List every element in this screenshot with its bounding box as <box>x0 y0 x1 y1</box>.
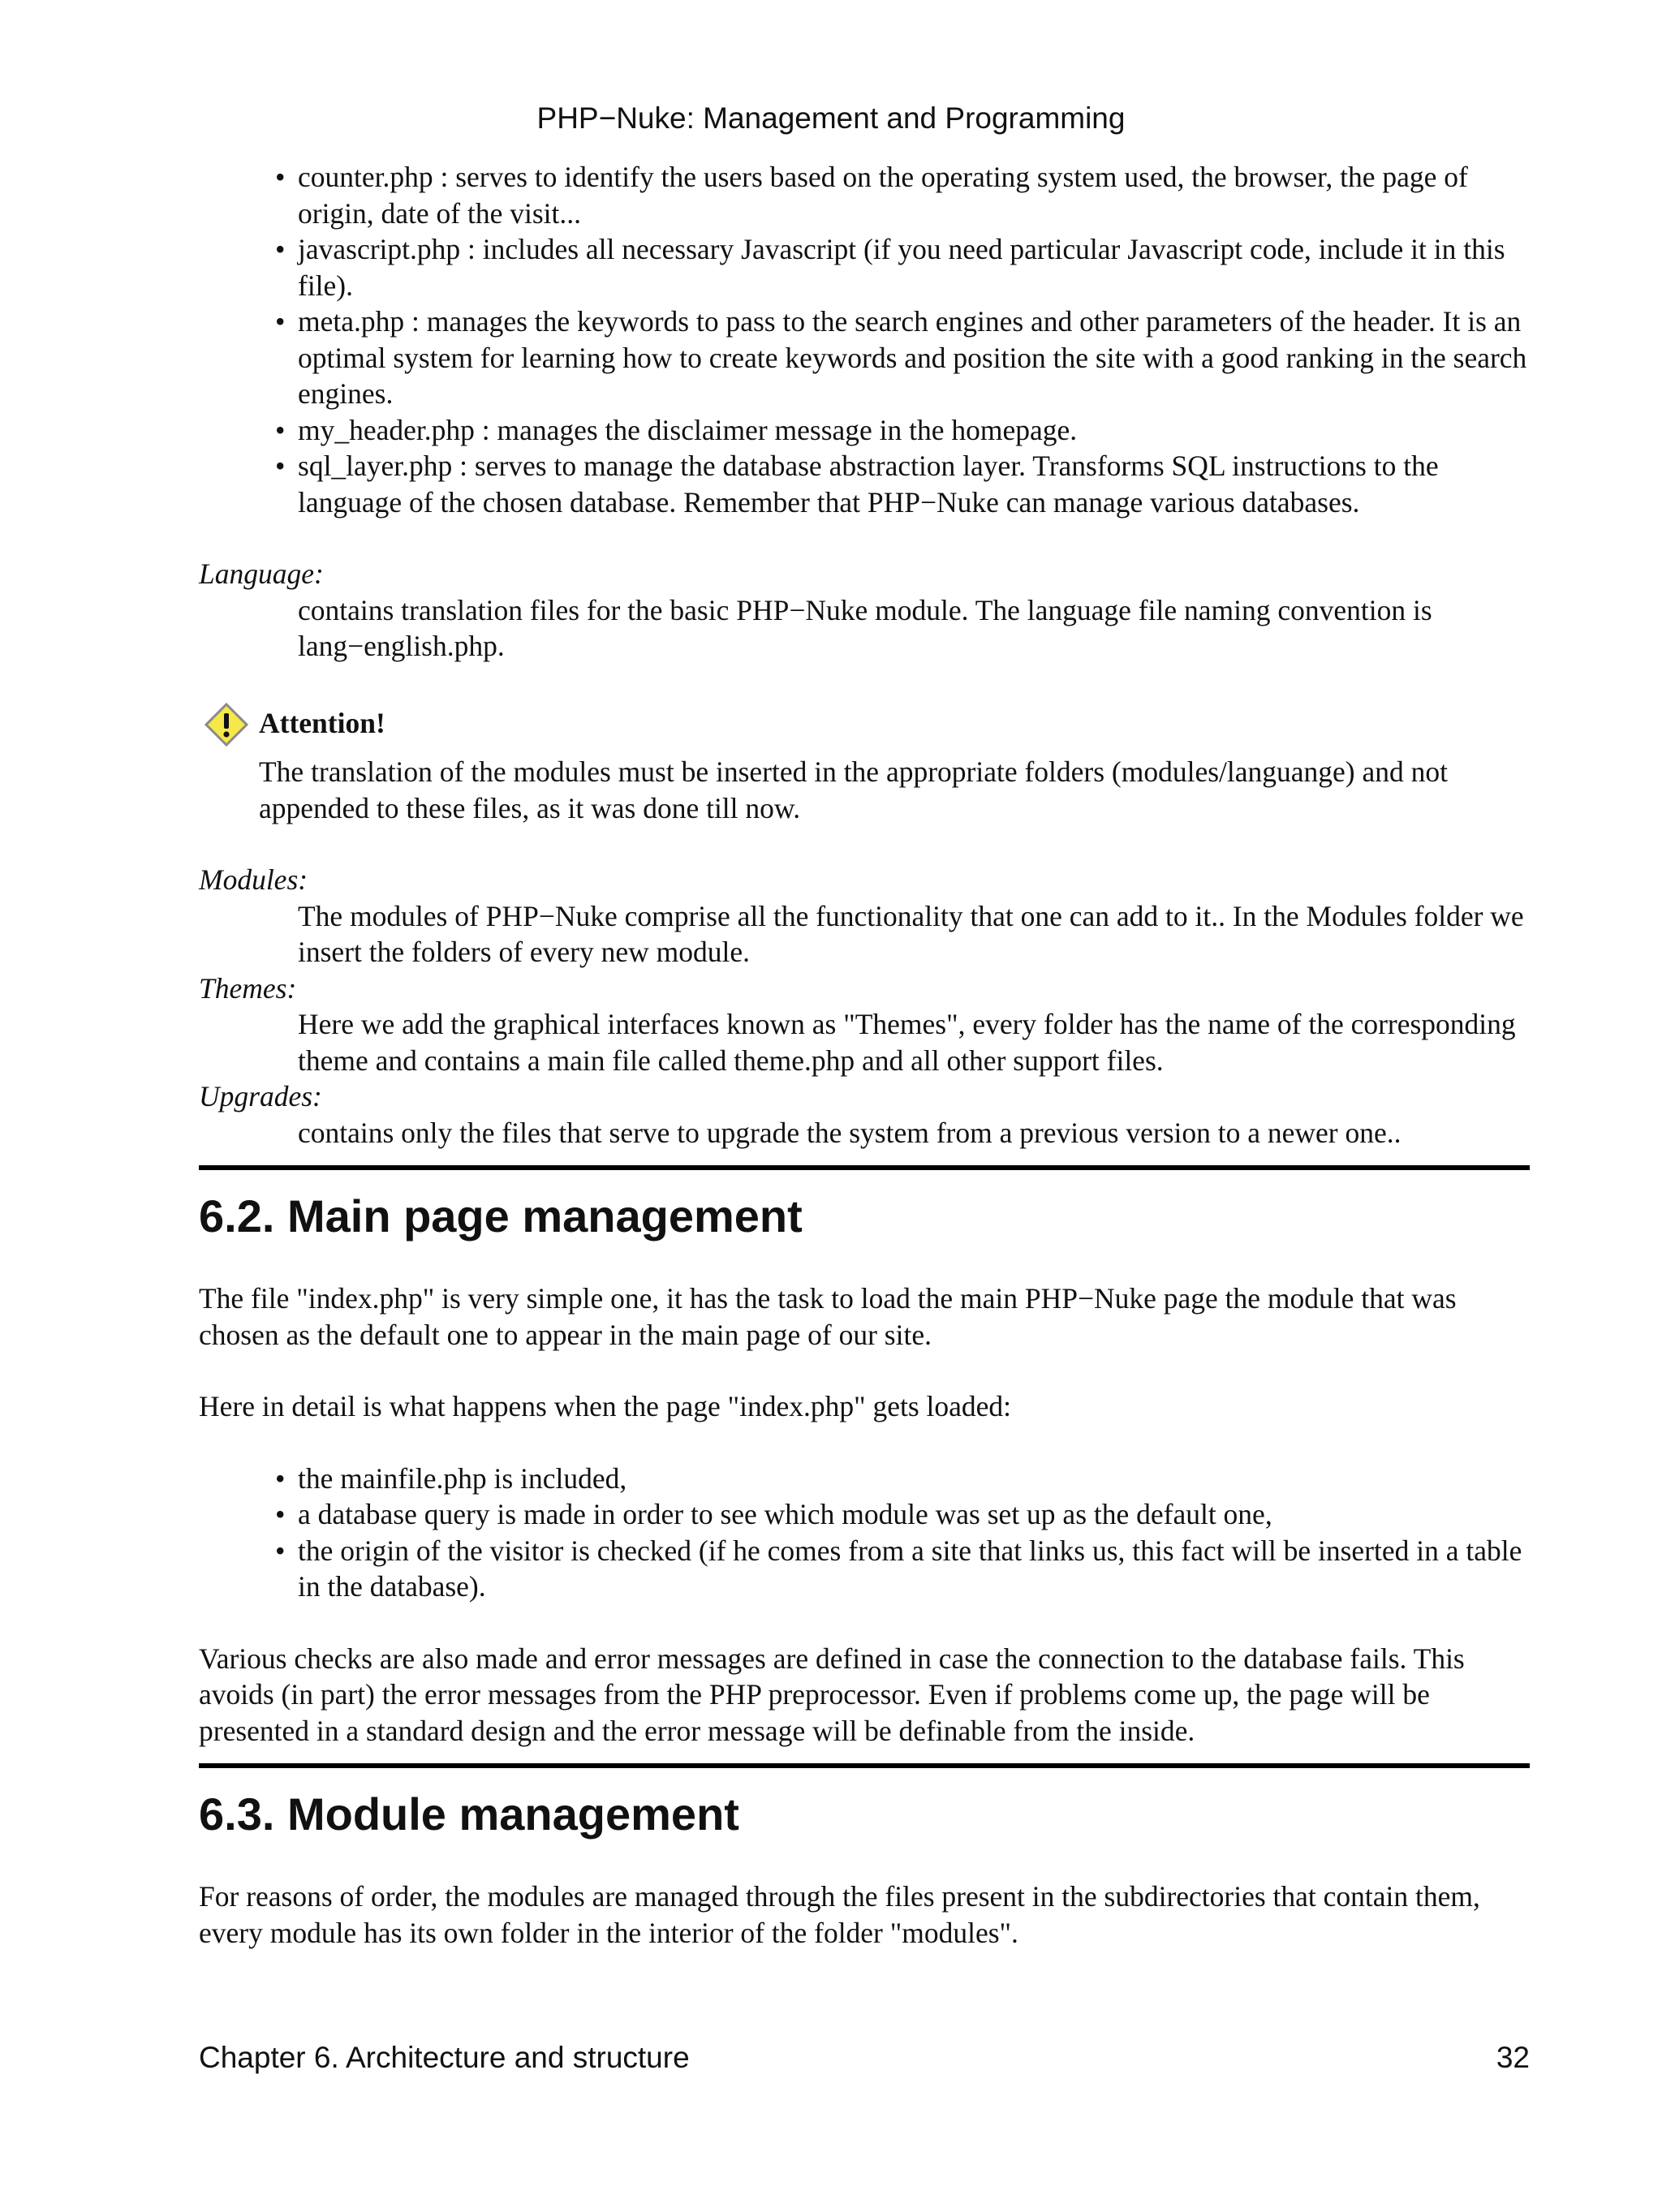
section-6-2-detail-lead: Here in detail is what happens when the page "index.php" gets loaded: <box>199 1390 1012 1422</box>
term-language-definition: contains translation files for the basic PHP−Nuke module. The language file naming convention is lang−english.php. <box>298 593 1432 662</box>
list-item: • the mainfile.php is included, <box>298 1461 1530 1497</box>
list-item: • sql_layer.php : serves to manage the database abstraction layer. Transforms SQL instructions to the language of the chosen database. Remember that PHP−Nuke can manage various databases. <box>298 448 1530 520</box>
footer-chapter: Chapter 6. Architecture and structure <box>199 2041 690 2074</box>
page-content <box>199 159 1530 1951</box>
warning-icon <box>204 702 249 747</box>
running-header: PHP−Nuke: Management and Programming <box>536 101 1126 135</box>
section-6-2-intro: The file "index.php" is very simple one, it has the task to load the main PHP−Nuke page the module that was chosen as the default one to appear in the main page of our site. <box>199 1282 1457 1351</box>
attention-title: Attention! <box>259 706 385 739</box>
term-upgrades-definition: contains only the files that serve to upgrade the system from a previous version to a newer one.. <box>298 1116 1402 1149</box>
attention-body: The translation of the modules must be inserted in the appropriate folders (modules/languange) and not appended to these files, as it was done till now. <box>259 755 1448 824</box>
page-number: 32 <box>1496 2041 1530 2074</box>
attention-admonition <box>199 700 1530 827</box>
list-item: • my_header.php : manages the disclaimer message in the homepage. <box>298 412 1530 449</box>
section-6-3-title: 6.3. Module management <box>199 1788 739 1840</box>
term-upgrades: Upgrades: <box>199 1080 322 1112</box>
list-item: • javascript.php : includes all necessary Javascript (if you need particular Javascript code, include it in this file). <box>298 231 1530 303</box>
list-item: • the origin of the visitor is checked (if he comes from a site that links us, this fact will be inserted in a table in the database). <box>298 1533 1530 1605</box>
section-divider <box>199 1763 1530 1768</box>
running-footer <box>199 2038 1530 2077</box>
list-item: • a database query is made in order to see which module was set up as the default one, <box>298 1496 1530 1533</box>
section-6-2-closing: Various checks are also made and error messages are defined in case the connection to the database fails. This avoids (in part) the error messages from the PHP preprocessor. Even if problems come up, the page will be presented in a standard design and the error message will be definable from the inside. <box>199 1642 1465 1747</box>
term-modules: Modules: <box>199 863 308 896</box>
term-themes-definition: Here we add the graphical interfaces known as "Themes", every folder has the name of the corresponding theme and contains a main file called theme.php and all other support files. <box>298 1008 1516 1077</box>
index-load-steps <box>199 1461 1530 1605</box>
list-item: • counter.php : serves to identify the users based on the operating system used, the browser, the page of origin, date of the visit... <box>298 159 1530 231</box>
term-language: Language: <box>199 557 324 590</box>
term-themes: Themes: <box>199 971 297 1005</box>
list-item: • meta.php : manages the keywords to pass to the search engines and other parameters of the header. It is an optimal system for learning how to create keywords and position the site with a good ranking in the search engines. <box>298 303 1530 412</box>
section-divider <box>199 1165 1530 1170</box>
includes-file-list <box>199 159 1530 520</box>
term-modules-definition: The modules of PHP−Nuke comprise all the functionality that one can add to it.. In the Modules folder we insert the folders of every new module. <box>298 899 1524 968</box>
section-6-3-intro: For reasons of order, the modules are managed through the files present in the subdirectories that contain them, every module has its own folder in the interior of the folder "modules". <box>199 1880 1480 1949</box>
section-6-2-title: 6.2. Main page management <box>199 1190 803 1242</box>
